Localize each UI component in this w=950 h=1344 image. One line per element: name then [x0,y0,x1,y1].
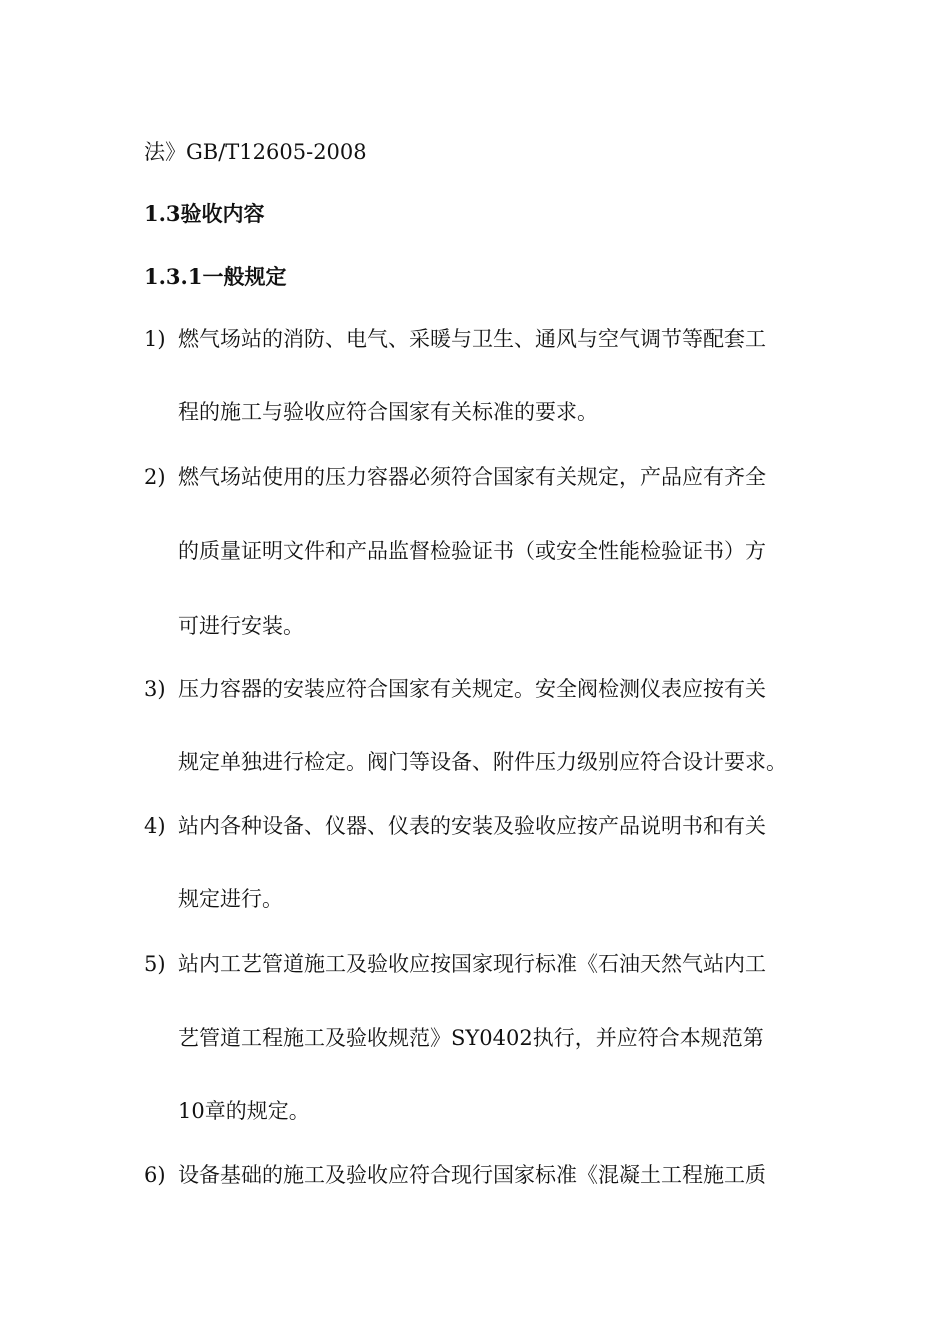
list-item-text: 燃气场站的消防、电气、采暖与卫生、通风与空气调节等配套工 [178,327,766,351]
list-item-number: 6) [144,1163,166,1187]
list-item-number: 2) [144,465,166,489]
subsection-heading: 1.3.1一般规定 [144,264,287,289]
list-item-number: 4) [144,814,166,838]
list-item-text: 规定进行。 [178,887,283,911]
list-item-text: 的质量证明文件和产品监督检验证书（或安全性能检验证书）方 [178,539,766,563]
list-item-text: 可进行安装。 [178,614,304,638]
list-item-text: 艺管道工程施工及验收规范》SY0402执行，并应符合本规范第 [178,1026,764,1050]
list-item-text: 压力容器的安装应符合国家有关规定。安全阀检测仪表应按有关 [178,677,766,701]
list-item-text: 10章的规定。 [178,1099,310,1123]
list-item-number: 5) [144,952,166,976]
list-item-number: 1) [144,327,166,351]
continuation-text: 法》GB/T12605-2008 [144,140,367,164]
list-item-text: 设备基础的施工及验收应符合现行国家标准《混凝土工程施工质 [178,1163,766,1187]
list-item-number: 3) [144,677,166,701]
list-item-text: 燃气场站使用的压力容器必须符合国家有关规定，产品应有齐全 [178,465,766,489]
list-item-text: 站内工艺管道施工及验收应按国家现行标准《石油天然气站内工 [178,952,766,976]
list-item-text: 站内各种设备、仪器、仪表的安装及验收应按产品说明书和有关 [178,814,766,838]
section-heading: 1.3验收内容 [144,201,265,226]
list-item-text: 规定单独进行检定。阀门等设备、附件压力级别应符合设计要求。 [178,750,787,774]
list-item-text: 程的施工与验收应符合国家有关标准的要求。 [178,400,598,424]
